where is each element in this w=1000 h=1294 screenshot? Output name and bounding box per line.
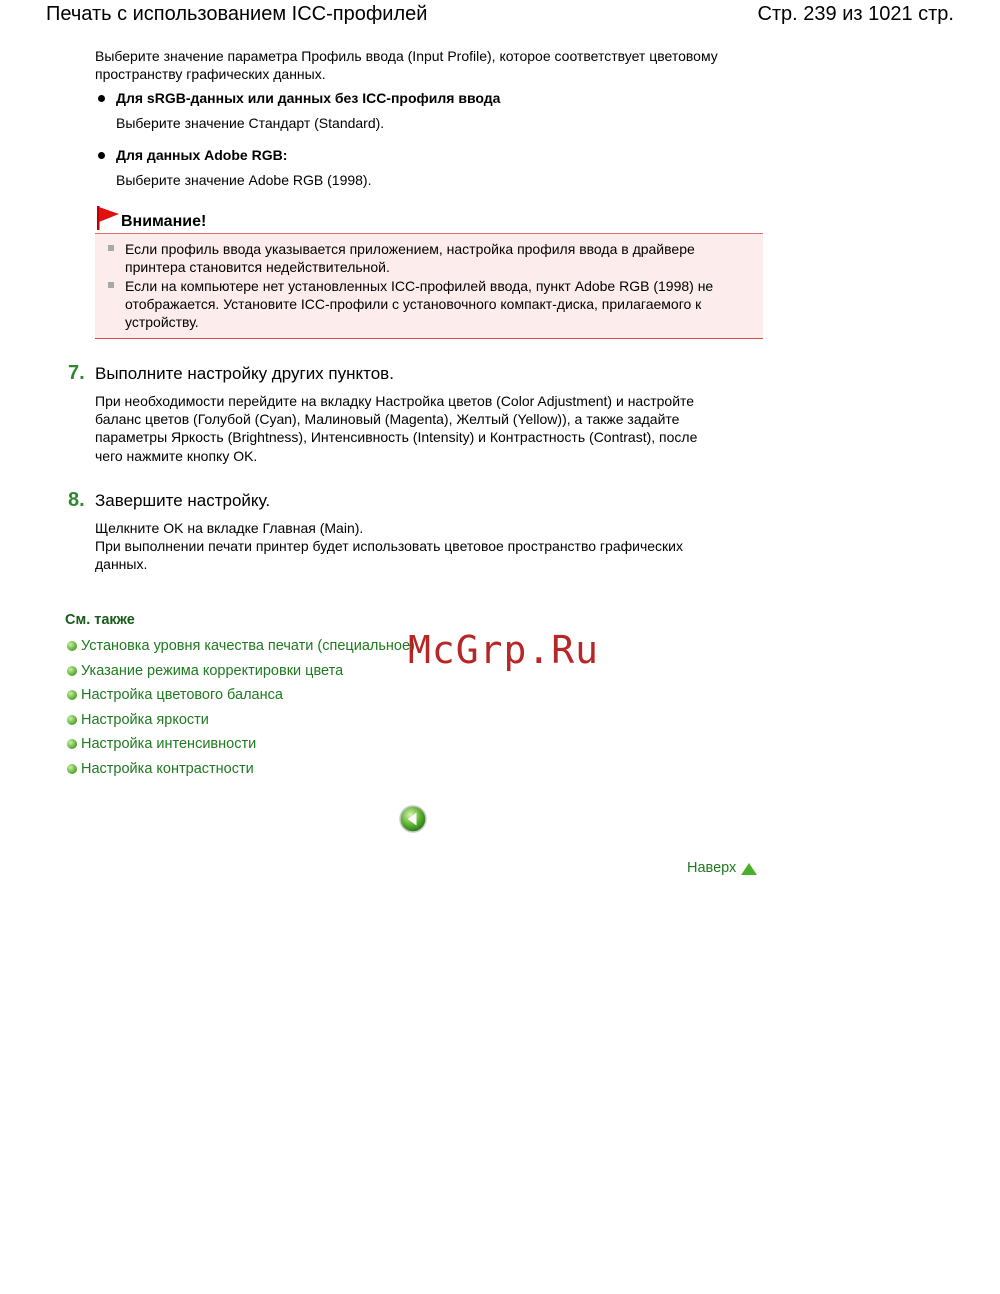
link-print-quality[interactable]: Установка уровня качества печати (специальное) [81,638,415,654]
green-bullet-icon [67,666,77,676]
option-heading-srgb: Для sRGB-данных или данных без ICC-профиля ввода [116,90,501,106]
green-bullet-icon [67,764,77,774]
caution-title: Внимание! [121,213,207,230]
option-heading-adobe: Для данных Adobe RGB: [116,147,288,163]
link-contrast[interactable]: Настройка контрастности [81,761,254,777]
square-bullet-icon [108,282,114,288]
caution-item-2: Если на компьютере нет установленных ICC-профилей ввода, пункт Adobe RGB (1998) не отображается. Установите ICC-профили с установочного компакт-диска, прилагаемого к устройству. [125,278,714,331]
bullet-icon [98,152,105,159]
caution-item-1: Если профиль ввода указывается приложением, настройка профиля ввода в драйвере принтера становится недействительной. [125,241,695,276]
option-text-srgb: Выберите значение Стандарт (Standard). [116,115,385,131]
green-bullet-icon [67,641,77,651]
see-also-title: См. также [65,612,135,628]
link-color-balance[interactable]: Настройка цветового баланса [81,687,283,703]
option-text-adobe: Выберите значение Adobe RGB (1998). [116,172,372,188]
green-bullet-icon [67,690,77,700]
red-flag-icon [95,205,121,231]
step-title-8: Завершите настройку. [95,491,271,510]
square-bullet-icon [108,245,114,251]
step-number-8: 8. [68,489,85,511]
up-arrow-icon[interactable] [740,862,758,876]
page-title: Печать с использованием ICC-профилей [46,3,428,25]
green-bullet-icon [67,739,77,749]
link-intensity[interactable]: Настройка интенсивности [81,736,257,752]
link-brightness[interactable]: Настройка яркости [81,712,209,728]
step-title-7: Выполните настройку других пунктов. [95,364,394,383]
watermark: McGrp.Ru [408,628,600,672]
step-body-8: Щелкните OK на вкладке Главная (Main). При выполнении печати принтер будет использовать цветовое пространство графических данных. [95,520,683,573]
step-number-7: 7. [68,362,85,384]
back-arrow-icon[interactable] [398,804,428,834]
top-link[interactable]: Наверх [687,860,737,876]
bullet-icon [98,95,105,102]
step-body-7: При необходимости перейдите на вкладку Настройка цветов (Color Adjustment) и настройте баланс цветов (Голубой (Cyan), Малиновый (Magenta), Желтый (Yellow)), а также задайте параметры Яркость (Brightness), Интенсивность (Intensity) и Контрастность (Contrast), после чего нажмите кнопку OK. [95,393,698,464]
page-number: Стр. 239 из 1021 стр. [757,3,954,25]
green-bullet-icon [67,715,77,725]
link-color-correction[interactable]: Указание режима корректировки цвета [81,663,344,679]
intro-text: Выберите значение параметра Профиль ввода (Input Profile), которое соответствует цветовому пространству графических данных. [95,48,718,83]
